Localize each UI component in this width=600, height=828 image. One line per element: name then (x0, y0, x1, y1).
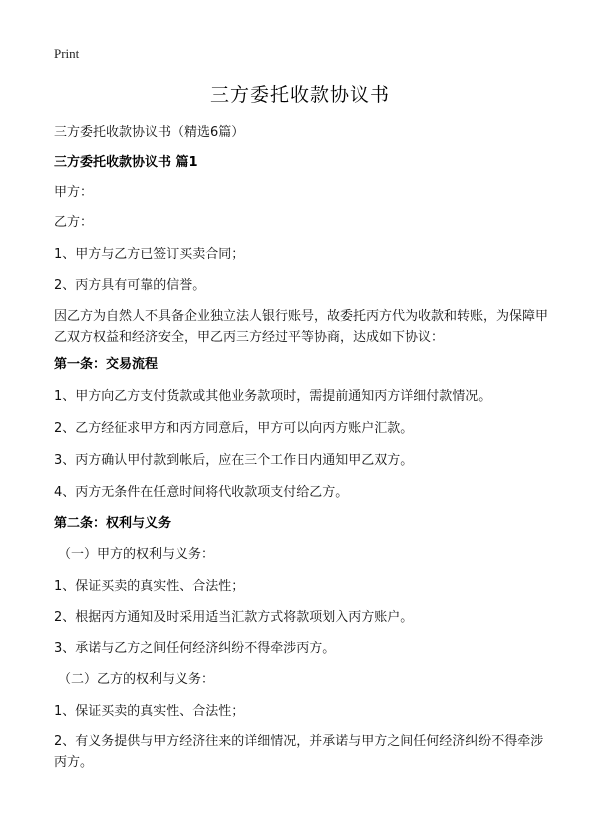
section-heading: 三方委托收款协议书 篇1 (54, 155, 198, 170)
article-2-item: 1、保证买卖的真实性、合法性； (54, 704, 245, 719)
article-2-item: 1、保证买卖的真实性、合法性； (54, 579, 245, 594)
article-2-item: 3、承诺与乙方之间任何经济纠纷不得牵涉丙方。 (54, 641, 336, 656)
article-1-item: 3、丙方确认甲付款到帐后，应在三个工作日内通知甲乙双方。 (54, 453, 414, 468)
document-subtitle: 三方委托收款协议书（精选6篇） (54, 125, 245, 140)
article-2-subsection-title: （二）乙方的权利与义务： (58, 672, 215, 687)
party-a-label: 甲方： (54, 185, 94, 200)
article-2-item: 2、有义务提供与甲方经济往来的详细情况，并承诺与甲方之间任何经济纠纷不得牵涉丙方。 (54, 734, 544, 770)
article-1-item: 2、乙方经征求甲方和丙方同意后，甲方可以向丙方账户汇款。 (54, 421, 414, 436)
article-2-subsection-title: （一）甲方的权利与义务： (58, 547, 215, 562)
intro-item: 1、甲方与乙方已签订买卖合同； (54, 247, 245, 262)
article-1-item: 1、甲方向乙方支付货款或其他业务款项时，需提前通知丙方详细付款情况。 (54, 389, 492, 404)
article-2-title: 第二条：权利与义务 (54, 516, 172, 531)
article-1-title: 第一条：交易流程 (54, 357, 159, 372)
party-b-label: 乙方： (54, 215, 94, 230)
document-title: 三方委托收款协议书 (209, 84, 390, 106)
article-2-item: 2、根据丙方通知及时采用适当汇款方式将款项划入丙方账户。 (54, 610, 414, 625)
print-link[interactable]: Print (54, 46, 80, 61)
intro-item: 2、丙方具有可靠的信誉。 (54, 278, 206, 293)
preamble-paragraph: 因乙方为自然人不具备企业独立法人银行账号，故委托丙方代为收款和转账，为保障甲乙双方权益和经济安全，甲乙丙三方经过平等协商，达成如下协议： (54, 309, 549, 345)
article-1-item: 4、丙方无条件在任意时间将代收款项支付给乙方。 (54, 485, 349, 500)
